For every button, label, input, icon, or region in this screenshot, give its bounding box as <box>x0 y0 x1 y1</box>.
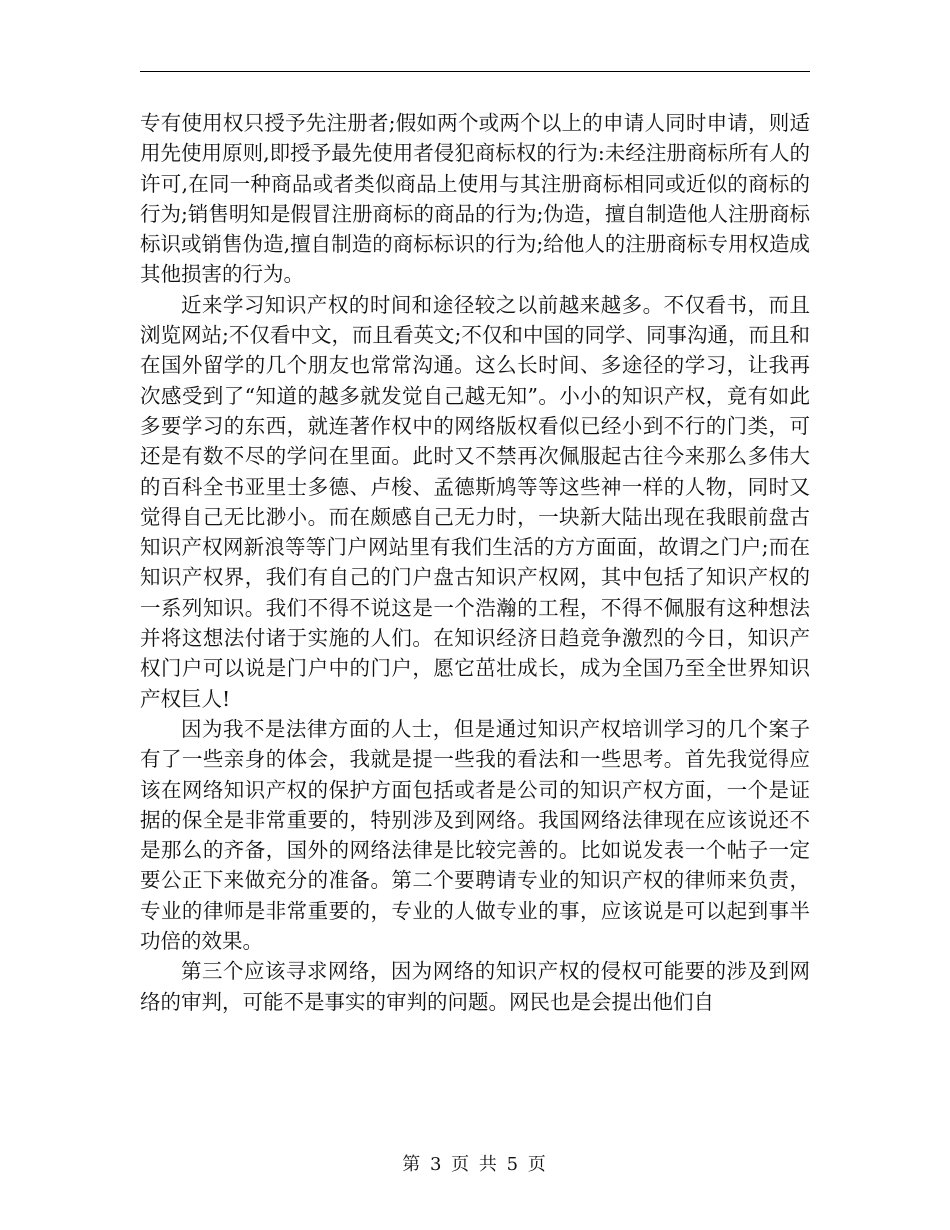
paragraph: 因为我不是法律方面的人士，但是通过知识产权培训学习的几个案子有了一些亲身的体会，我就是提一些我的看法和一些思考。首先我觉得应该在网络知识产权的保护方面包括或者是公司的知识产权方面，一个是证据的保全是非常重要的，特别涉及到网络。我国网络法律现在应该说还不是那么的齐备，国外的网络法律是比较完善的。比如说发表一个帖子一定要公正下来做充分的准备。第二个要聘请专业的知识产权的律师来负责，专业的律师是非常重要的，专业的人做专业的事，应该说是可以起到事半功倍的效果。 <box>140 716 810 954</box>
body-text <box>140 108 810 1017</box>
paragraph-continued: 专有使用权只授予先注册者;假如两个或两个以上的申请人同时申请，则适用先使用原则,即授予最先使用者侵犯商标权的行为:未经注册商标所有人的许可,在同一种商品或者类似商品上使用与其注册商标相同或近似的商标的行为;销售明知是假冒注册商标的商品的行为;伪造，擅自制造他人注册商标标识或销售伪造,擅自制造的商标标识的行为;给他人的注册商标专用权造成其他损害的行为。 <box>140 111 810 287</box>
header-rule <box>140 71 810 72</box>
page-number-footer: 第 3 页 共 5 页 <box>402 1154 548 1175</box>
paragraph: 近来学习知识产权的时间和途径较之以前越来越多。不仅看书，而且浏览网站;不仅看中文，而且看英文;不仅和中国的同学、同事沟通，而且和在国外留学的几个朋友也常常沟通。这么长时间、多途径的学习，让我再次感受到了“知道的越多就发觉自己越无知”。小小的知识产权，竟有如此多要学习的东西，就连著作权中的网络版权看似已经小到不行的门类，可还是有数不尽的学问在里面。此时又不禁再次佩服起古往今来那么多伟大的百科全书亚里士多德、卢梭、孟德斯鸠等等这些神一样的人物，同时又觉得自己无比渺小。而在颇感自己无力时，一块新大陆出现在我眼前盘古知识产权网新浪等等门户网站里有我们生活的方方面面，故谓之门户;而在知识产权界，我们有自己的门户盘古知识产权网，其中包括了知识产权的一系列知识。我们不得不说这是一个浩瀚的工程，不得不佩服有这种想法并将这想法付诸于实施的人们。在知识经济日趋竞争激烈的今日，知识产权门户可以说是门户中的门户，愿它茁壮成长，成为全国乃至全世界知识产权巨人! <box>140 292 810 711</box>
paragraph: 第三个应该寻求网络，因为网络的知识产权的侵权可能要的涉及到网络的审判，可能不是事实的审判的问题。网民也是会提出他们自 <box>140 959 810 1014</box>
